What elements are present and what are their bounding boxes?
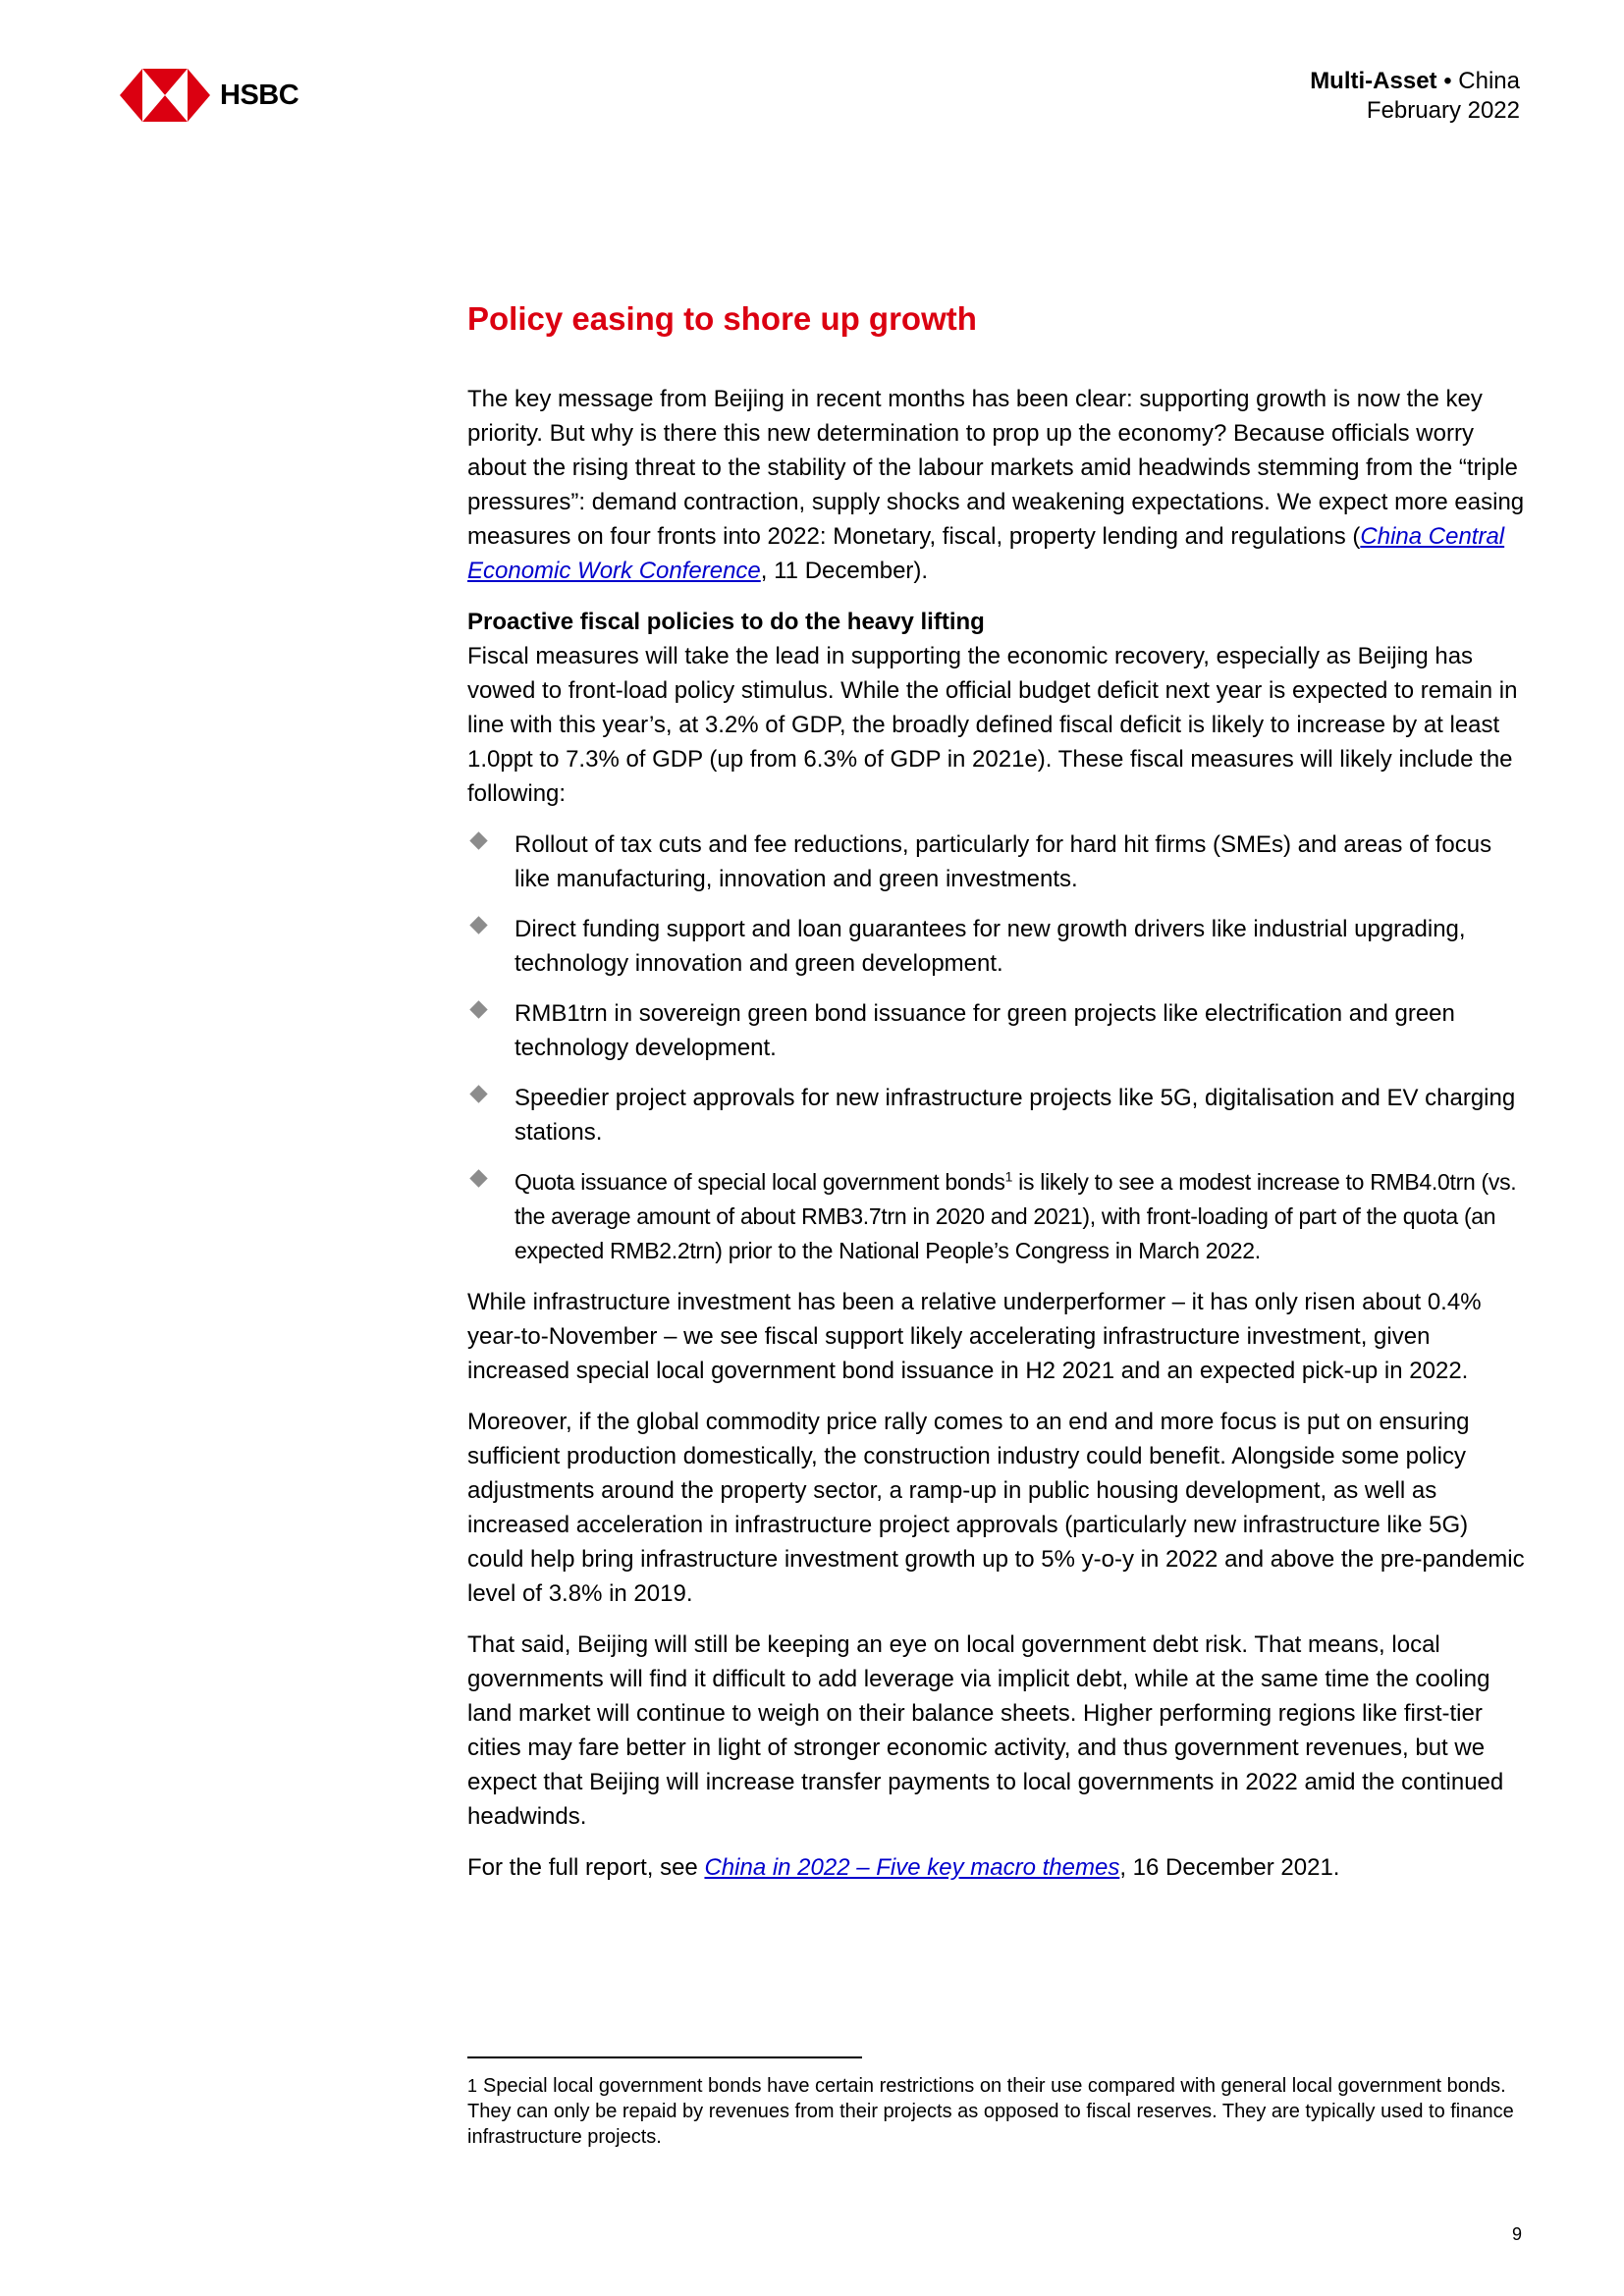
hsbc-hexagon-icon [120,69,210,122]
intro-paragraph [467,382,1528,588]
list-item [467,912,1528,981]
diamond-bullet-icon [469,1000,487,1018]
header-section: Multi-Asset [1310,68,1437,94]
fiscal-measures-list [467,828,1528,1268]
intro-suffix: , 11 December). [760,558,929,584]
full-report-prefix: For the full report, see [467,1854,705,1881]
full-report-paragraph [467,1850,1528,1885]
conference-link[interactable]: China Central Economic Work Conference [467,523,1505,584]
diamond-bullet-icon [469,831,487,849]
list-item-text-cont: is likely to see a modest increase to RMB4.0trn (vs. the average amount of about RMB3.7trn in 2020 and 2021), with front-loading of part of the quota (an expected RMB2.2trn) prior to the National People’s Congress in March 2022. [514,1169,1517,1263]
list-item [467,996,1528,1065]
header-section-line [1310,67,1520,96]
infrastructure-paragraph: While infrastructure investment has been a relative underperformer – it has only risen about 0.4% year-to-November – we see fiscal support likely accelerating infrastructure investment, given increased special local government bond issuance in H2 2021 and an expected pick-up in 2022. [467,1289,1482,1384]
report-header [1310,67,1520,126]
header-separator: • [1443,68,1452,94]
header-region: China [1458,68,1520,94]
commodity-paragraph: Moreover, if the global commodity price rally comes to an end and more focus is put on ensuring sufficient production domestically, the construction industry could benefit. Alongside some policy adjustments around the property sector, a ramp-up in public housing development, as well as increased acceleration in infrastructure project approvals (particularly new infrastructure like 5G) could help bring infrastructure investment growth up to 5% y-o-y in 2022 and above the pre-pandemic level of 3.8% in 2019. [467,1409,1525,1607]
list-item-text: Rollout of tax cuts and fee reductions, particularly for hard hit firms (SMEs) and areas of focus like manufacturing, innovation and green investments. [514,831,1492,892]
footnote-number: 1 [467,2076,478,2096]
list-item [467,1081,1528,1149]
list-item-text: Quota issuance of special local government bonds [514,1169,1005,1195]
footnote [467,2073,1528,2150]
list-item-text: RMB1trn in sovereign green bond issuance for green projects like electrification and green technology development. [514,1000,1455,1061]
article-body [467,299,1528,1901]
page-number: 9 [1511,2224,1522,2244]
footnote-text: Special local government bonds have certain restrictions on their use compared with general local government bonds. They can only be repaid by revenues from their projects as opposed to fiscal reserves. They are typically used to finance infrastructure projects. [467,2075,1514,2148]
article-title: Policy easing to shore up growth [467,300,977,337]
list-item-text: Direct funding support and loan guarantees for new growth drivers like industrial upgrading, technology innovation and green development. [514,916,1466,977]
hsbc-logo [120,69,298,122]
fiscal-paragraph: Fiscal measures will take the lead in supporting the economic recovery, especially as Beijing has vowed to front-load policy stimulus. While the official budget deficit next year is expected to remain in line with this year’s, at 3.2% of GDP, the broadly defined fiscal deficit is likely to increase by at least 1.0ppt to 7.3% of GDP (up from 6.3% of GDP in 2021e). These fiscal measures will likely include the following: [467,643,1518,807]
diamond-bullet-icon [469,1169,487,1187]
footnote-divider [467,2056,862,2058]
full-report-suffix: , 16 December 2021. [1119,1854,1340,1881]
diamond-bullet-icon [469,1085,487,1102]
list-item [467,1165,1528,1268]
diamond-bullet-icon [469,916,487,934]
intro-text: The key message from Beijing in recent months has been clear: supporting growth is now the key priority. But why is there this new determination to prop up the economy? Because officials worry about the rising threat to the stability of the labour markets amid headwinds stemming from the “triple pressures”: demand contraction, supply shocks and weakening expectations. We expect more easing measures on four fronts into 2022: Monetary, fiscal, property lending and regulations ( [467,386,1525,550]
footnote-reference[interactable]: 1 [1004,1168,1013,1185]
debt-paragraph: That said, Beijing will still be keeping an eye on local government debt risk. That means, local governments will find it difficult to add leverage via implicit debt, while at the same time the cooling land market will continue to weigh on their balance sheets. Higher performing regions like first-tier cities may fare better in light of stronger economic activity, and thus government revenues, but we expect that Beijing will increase transfer payments to local governments in 2022 amid the continued headwinds. [467,1631,1504,1830]
header-date: February 2022 [1366,97,1520,124]
full-report-link[interactable]: China in 2022 – Five key macro themes [704,1854,1120,1881]
logo-text: HSBC [220,79,299,111]
list-item [467,828,1528,896]
list-item-text: Speedier project approvals for new infrastructure projects like 5G, digitalisation and EV charging stations. [514,1085,1516,1146]
fiscal-subheading: Proactive fiscal policies to do the heavy lifting [467,609,985,635]
